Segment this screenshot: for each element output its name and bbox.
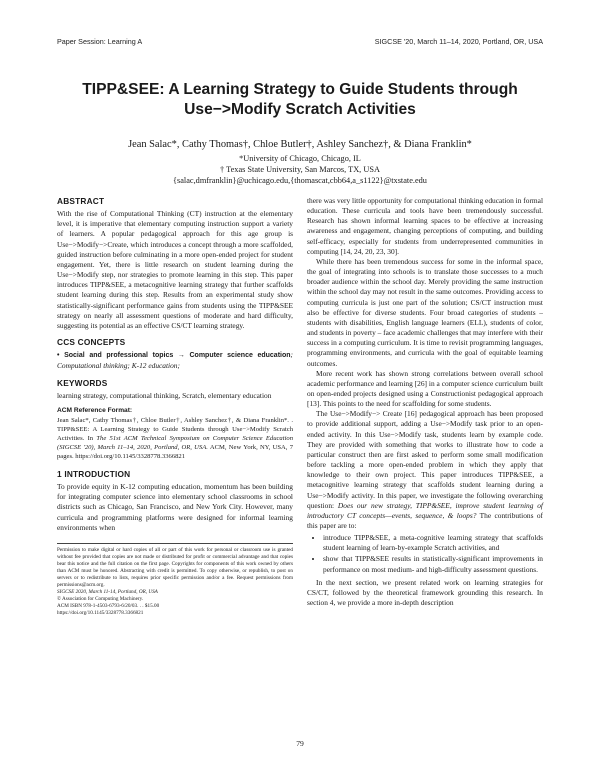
page-number: 79 — [296, 739, 304, 748]
body-paragraph-4 — [307, 409, 543, 531]
abstract-text: With the rise of Computational Thinking (CT) instruction at the elementary level, it is imperative that elementary computing instruction support a variety of learners. A popular pedagogical approach for this age group is Use−>Modify−>Create, which introduces a concept through a more scaffolded, guided instruction before culminating in a more open-ended project for student engagement. Yet, there is little research on student learning during the Use−>Modify step, nor strategies to promote learning in this step. This paper introduces TIPP&SEE, a metacognitive learning strategy that further scaffolds student learning during this step. Results from an experimental study show statistically-significant performance gains from students using the TIPP&SEE strategy on nearly all assessment questions of moderate and hard difficulty, suggesting its potential as an effective CS/CT learning strategy. — [57, 209, 293, 330]
body-paragraph-3: More recent work has shown strong correlations between overall school academic performance and learning [26] in a computer science curriculum built on open-ended projects designed using a Constructionist pedagogical approach [13]. This points to the need for scaffolding for some students. — [307, 368, 543, 409]
body-paragraph-2: While there has been tremendous success for some in the informal space, the goal of integrating into schools is to translate those successes to a much broader audience within the school day. Merely providing the same instruction within the school day may not result in the same outcomes. Providing access to computing curricula is just one part of the solution; CS/CT instruction must also be effective for diverse students. Four broad categories of students – students with disabilities, English language learners (ELL), students of color, and students in poverty – face academic challenges that may interfere with their success in a computing curriculum. It is time to revisit programming languages, programming environments, and curricula with the goal of equitable learning outcomes. — [307, 256, 543, 368]
acm-reference-venue: The 51st ACM Technical Symposium on Computer Science Education (SIGCSE '20), March 11–14, 2020, Portland, OR, USA. — [57, 434, 293, 451]
ccs-primary: • Social and professional topics → Computer science education — [57, 352, 291, 360]
abstract-heading: ABSTRACT — [57, 196, 105, 206]
body-paragraph-5: In the next section, we present related work on learning strategies for CS/CT, followed by the theoretical framework grounding this research. In section 4, we provide a more in-depth description — [307, 577, 543, 608]
affiliations — [57, 153, 543, 187]
acm-reference-authors: Jean Salac*, Cathy Thomas†, Chloe Butler†, Ashley Sanchez†, & Diana Franklin*. . TIPP&SEE: A Learning Strategy to Guide Students through Use−>Modify Scratch Activities. In — [57, 416, 293, 442]
ccs-heading: CCS CONCEPTS — [57, 337, 126, 348]
permission-copyright: © Association for Computing Machinery. — [57, 595, 144, 602]
header-session: Paper Session: Learning A — [57, 37, 143, 46]
keywords-heading: KEYWORDS — [57, 377, 108, 388]
acm-reference — [57, 416, 293, 461]
introduction-heading: 1 INTRODUCTION — [57, 468, 131, 479]
two-column-body — [57, 196, 543, 617]
acm-reference-doi: ACM, New York, NY, USA, 7 pages. https://doi.org/10.1145/3328778.3366821 — [57, 443, 293, 460]
affiliation-uchicago: *University of Chicago, Chicago, IL — [239, 154, 361, 163]
right-column — [307, 196, 543, 617]
permission-block — [57, 543, 293, 617]
paper-title — [57, 80, 543, 120]
permission-venue: SIGCSE 2020, March 11-14, Portland, OR, USA — [57, 588, 158, 595]
permission-doi: https://doi.org/10.1145/3328778.3366821 — [57, 609, 144, 616]
contribution-item: • introduce TIPP&SEE, a meta-cognitive learning strategy that scaffolds student learning of learn-by-example Scratch activities, and — [323, 533, 543, 553]
keywords-text: learning strategy, computational thinking, Scratch, elementary education — [57, 390, 272, 400]
acm-reference-heading: ACM Reference Format: — [57, 406, 133, 414]
permission-notice: Permission to make digital or hard copies of all or part of this work for personal or classroom use is granted without fee provided that copies are not made or distributed for profit or commercial advantage and that copies bear this notice and the full citation on the first page. Copyrights for components of this work owned by others than ACM must be honored. Abstracting with credit is permitted. To copy otherwise, or republish, to post on servers or to redistribute to lists, requires prior specific permission and/or a fee. Request permissions from permissions@acm.org. — [57, 546, 293, 588]
body-paragraph-4-text: The Use−>Modify−> Create [16] pedagogical approach has been proposed to provide additional support, adding a Use−>Modify task prior to an open-ended activity. In this Use−>Modify task, students learn by example code. They are provided with something that works to illustrate how to code a particular construct then are first asked to perform some small modification before tackling a more open-ended problem in which they apply that knowledge to their own project. This paper introduces TIPP&SEE, a metacognitive learning strategy that scaffolds student learning during a Use−>Modify activity. In this paper, we investigate the following overarching question: — [307, 409, 543, 510]
ccs-secondary: ; Computational thinking; K-12 education; — [57, 350, 293, 371]
author-emails: {salac,dmfranklin}@uchicago.edu,{thomascat,cbb64,a_s1122}@txstate.edu — [173, 176, 427, 186]
contributions-lead: The contributions of this paper are to: — [307, 510, 544, 530]
ccs-concepts — [57, 350, 293, 371]
introduction-text: To provide equity in K-12 computing education, momentum has been building for integrating computer science into elementary school classrooms in school districts such as Chicago, San Francisco, and New York City. However, many curricula and programming platforms were designed for informal learning environments when — [57, 482, 293, 532]
research-question: Does our new strategy, TIPP&SEE, improve student learning of introductory CT concepts—events, sequence, & loops? — [307, 500, 543, 520]
title-line-1: TIPP&SEE: A Learning Strategy to Guide Students through — [82, 81, 518, 98]
permission-isbn: ACM ISBN 978-1-4503-6793-6/20/03. . . $15.00 — [57, 602, 160, 609]
affiliation-txstate: † Texas State University, San Marcos, TX, USA — [220, 165, 380, 175]
left-column — [57, 196, 293, 617]
running-header — [57, 37, 543, 46]
author-list: Jean Salac*, Cathy Thomas†, Chloe Butler†, Ashley Sanchez†, & Diana Franklin* — [128, 139, 472, 150]
title-line-2: Use−>Modify Scratch Activities — [184, 101, 416, 118]
contribution-item: • show that TIPP&SEE results in statistically-significant improvements in performance on most medium- and high-difficulty assessment questions. — [323, 554, 543, 574]
contribution-list — [307, 533, 543, 575]
body-paragraph-1: there was very little opportunity for computational thinking education in formal education. These curricula and tools have been tremendously successful. Research has shown informal learning spaces to be effective at increasing awareness and engagement, changing perceptions of computing, and building self-efficacy, especially for students from underrepresented communities in computing [14, 24, 20, 23, 30]. — [307, 196, 543, 256]
header-venue: SIGCSE '20, March 11–14, 2020, Portland, OR, USA — [374, 37, 543, 46]
